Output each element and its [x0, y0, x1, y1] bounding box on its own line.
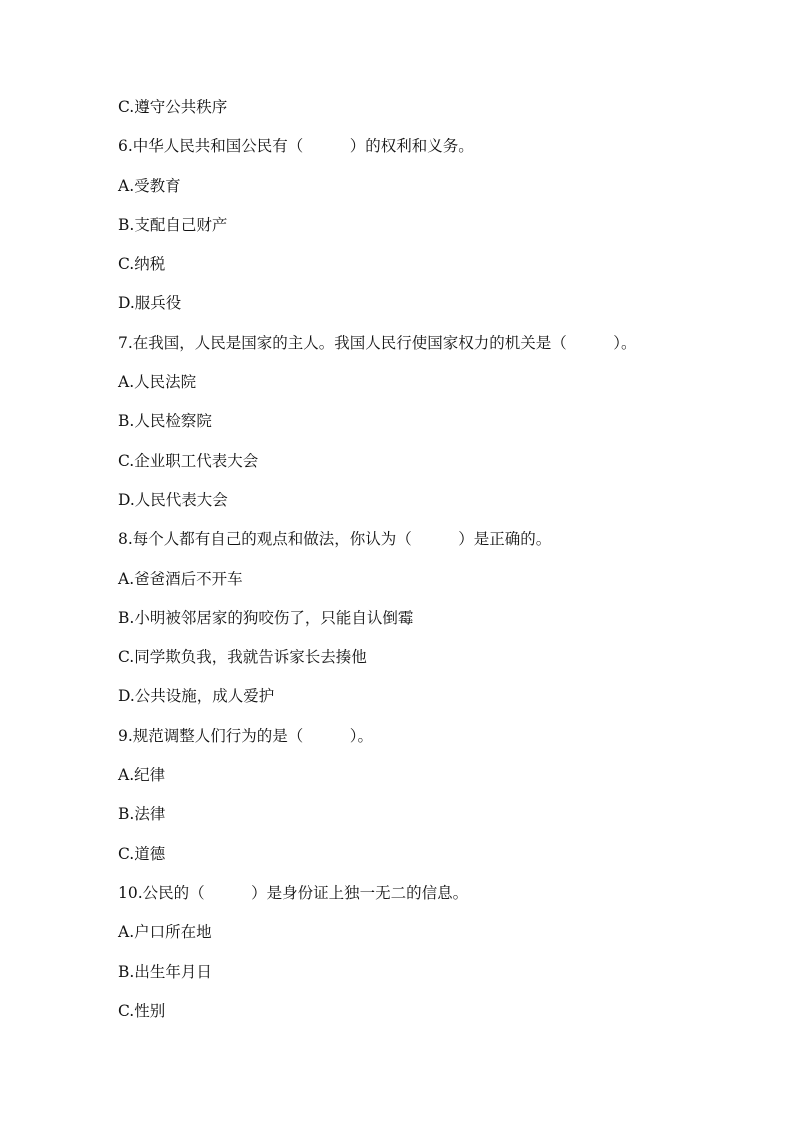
option-a-q10: A.户口所在地	[118, 923, 212, 942]
option-d-q6: D.服兵役	[118, 294, 182, 313]
option-b-q6: B.支配自己财产	[118, 215, 228, 234]
option-b-q7: B.人民检察院	[118, 412, 212, 431]
option-a-q9: A.纪律	[118, 766, 166, 785]
question-7: 7.在我国，人民是国家的主人。我国人民行使国家权力的机关是（ ）。	[118, 333, 637, 352]
option-c-q10: C.性别	[118, 1001, 166, 1020]
option-a-q7: A.人民法院	[118, 373, 197, 392]
option-d-q8: D.公共设施，成人爱护	[118, 687, 275, 706]
option-a-q6: A.受教育	[118, 176, 181, 195]
option-a-q8: A.爸爸酒后不开车	[118, 569, 243, 588]
question-8: 8.每个人都有自己的观点和做法，你认为（ ）是正确的。	[118, 530, 552, 549]
option-c-q6: C.纳税	[118, 255, 166, 274]
document-body	[118, 94, 718, 1037]
question-9: 9.规范调整人们行为的是（ ）。	[118, 726, 374, 745]
option-b-q8: B.小明被邻居家的狗咬伤了，只能自认倒霉	[118, 608, 414, 627]
option-c-q9: C.道德	[118, 844, 166, 863]
option-b-q10: B.出生年月日	[118, 962, 212, 981]
option-c-q7: C.企业职工代表大会	[118, 451, 259, 470]
question-10: 10.公民的（ ）是身份证上独一无二的信息。	[118, 883, 469, 902]
question-6: 6.中华人民共和国公民有（ ）的权利和义务。	[118, 137, 474, 156]
option-d-q7: D.人民代表大会	[118, 490, 228, 509]
option-c-q5: C.遵守公共秩序	[118, 98, 228, 116]
option-b-q9: B.法律	[118, 805, 166, 824]
option-c-q8: C.同学欺负我，我就告诉家长去揍他	[118, 648, 367, 667]
